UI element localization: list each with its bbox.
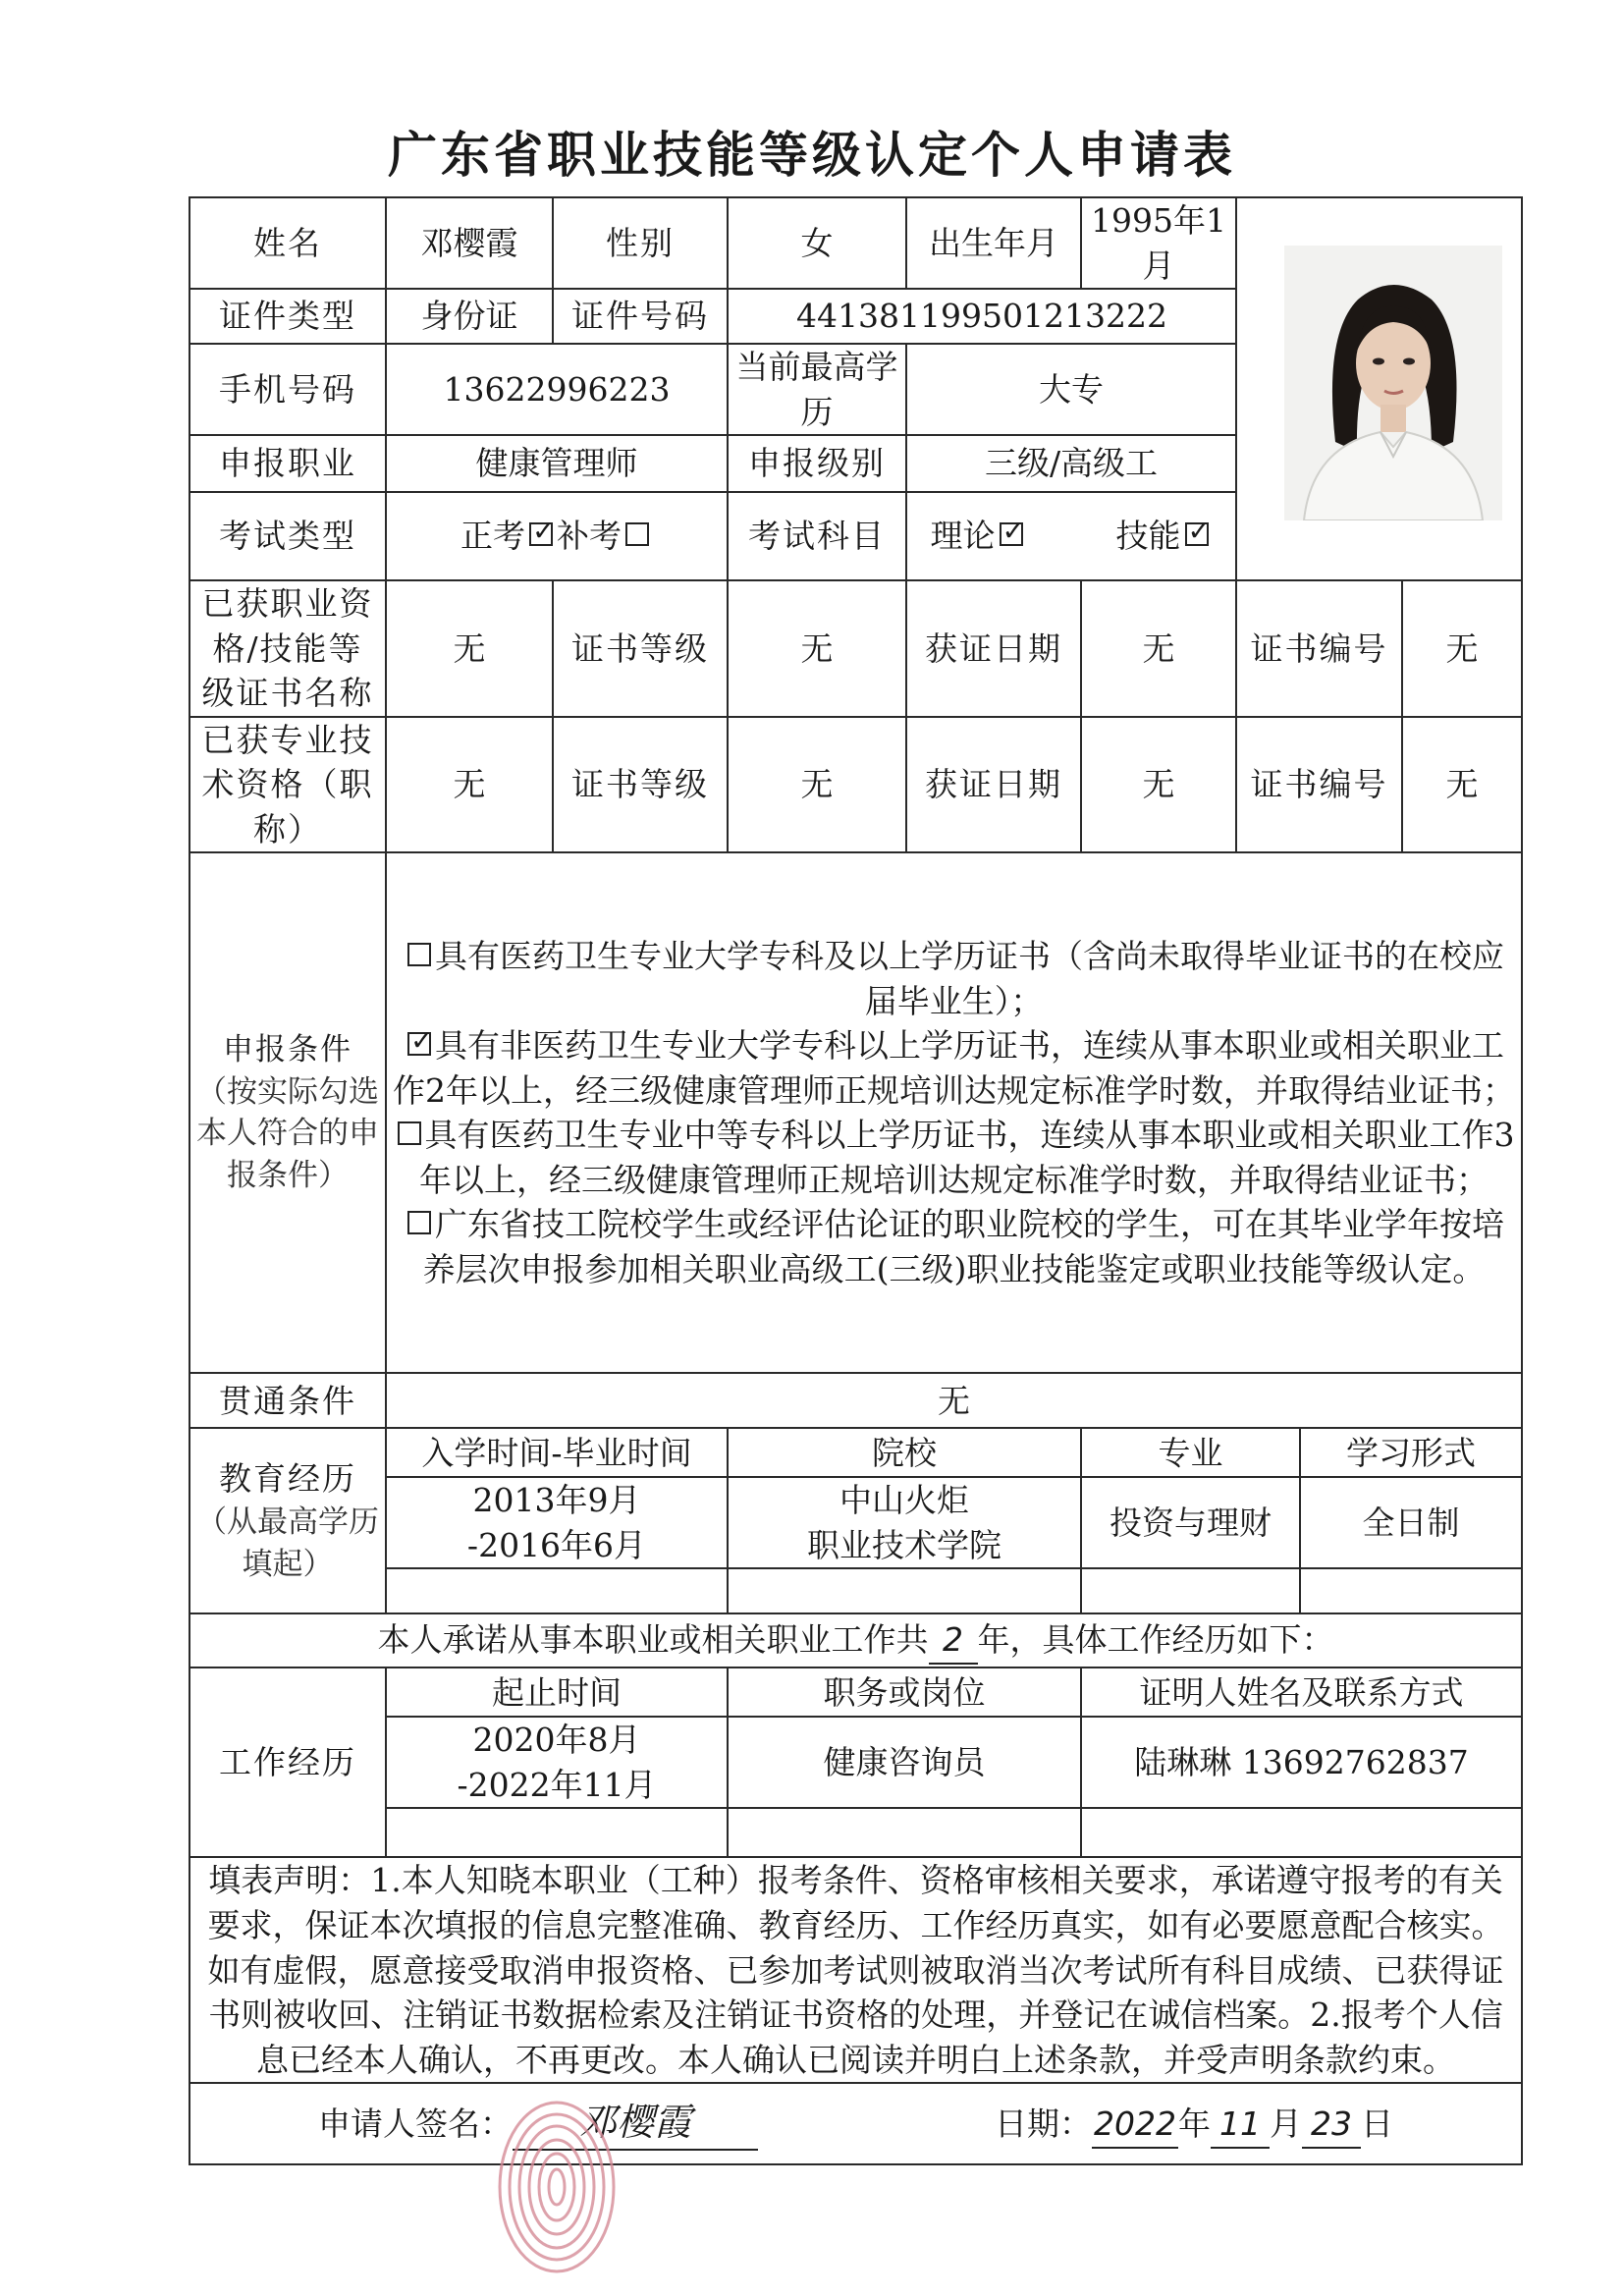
education-label: 当前最高学历 [728, 344, 906, 435]
voc-cert-no[interactable]: 无 [1402, 580, 1522, 717]
id-number-value[interactable]: 441381199501213222 [728, 289, 1236, 344]
exam-subject-options [906, 492, 1236, 580]
id-type-value[interactable]: 身份证 [386, 289, 553, 344]
id-number-label: 证件号码 [553, 289, 728, 344]
edu-history-title: 教育经历 [219, 1459, 356, 1499]
date-year[interactable]: 2022 [1092, 2102, 1178, 2149]
table-row [189, 1568, 1522, 1613]
condition-2-text: 具有非医药卫生专业大学专科以上学历证书，连续从事本职业或相关职业工作2年以上，经三级健康管理师正规培训达规定标准学时数，并取得结业证书； [393, 1026, 1516, 1110]
table-row [189, 1808, 1522, 1857]
work-period[interactable] [386, 1717, 728, 1808]
signature-field[interactable]: 邓樱霞 [513, 2097, 758, 2150]
makeup-exam-checkbox[interactable] [625, 522, 649, 546]
gender-label: 性别 [553, 197, 728, 289]
edu-history-note: （从最高学历填起） [196, 1503, 379, 1582]
work-history-label: 工作经历 [189, 1667, 386, 1857]
work-reference[interactable]: 陆琳琳 13692762837 [1081, 1717, 1522, 1808]
skill-label: 技能 [1115, 517, 1181, 556]
date-label: 日期： [995, 2105, 1093, 2144]
edu-school[interactable] [728, 1477, 1081, 1568]
pro-cert-date-label: 获证日期 [906, 717, 1081, 853]
edu-mode-empty[interactable] [1300, 1568, 1522, 1613]
skill-checkbox[interactable] [1185, 522, 1209, 546]
work-period-end: -2022年11月 [457, 1765, 657, 1804]
edu-period-start: 2013年9月 [472, 1481, 641, 1520]
portrait-image [1284, 246, 1502, 520]
name-label: 姓名 [189, 197, 386, 289]
condition-1-text: 具有医药卫生专业大学专科及以上学历证书（含尚未取得毕业证书的在校应届毕业生）； [435, 937, 1505, 1020]
table-row [189, 1717, 1522, 1808]
condition-item [393, 1023, 1515, 1113]
conditions-note: （按实际勾选本人符合的申报条件） [196, 1073, 379, 1194]
edu-major[interactable]: 投资与理财 [1081, 1477, 1300, 1568]
work-commitment [189, 1613, 1522, 1667]
commitment-years[interactable]: 2 [929, 1617, 978, 1665]
condition-1-checkbox[interactable] [407, 943, 431, 966]
theory-checkbox[interactable] [1000, 522, 1023, 546]
edu-school-line2: 职业技术学院 [807, 1525, 1001, 1564]
conditions-list [386, 852, 1522, 1373]
voc-cert-grade[interactable]: 无 [728, 580, 906, 717]
condition-2-checkbox[interactable] [407, 1032, 431, 1056]
voc-cert-grade-label: 证书等级 [553, 580, 728, 717]
edu-school-line1: 中山火炬 [839, 1481, 969, 1520]
voc-cert-name[interactable]: 无 [386, 580, 553, 717]
day-unit: 日 [1361, 2105, 1394, 2144]
through-label: 贯通条件 [189, 1373, 386, 1428]
education-value[interactable]: 大专 [906, 344, 1236, 435]
edu-major-empty[interactable] [1081, 1568, 1300, 1613]
work-header-reference: 证明人姓名及联系方式 [1081, 1667, 1522, 1717]
condition-4-checkbox[interactable] [407, 1211, 431, 1234]
voc-cert-date-label: 获证日期 [906, 580, 1081, 717]
date-day[interactable]: 23 [1302, 2102, 1361, 2149]
occupation-value[interactable]: 健康管理师 [386, 435, 728, 492]
gender-value[interactable]: 女 [728, 197, 906, 289]
makeup-exam-label: 补考 [557, 517, 622, 556]
through-value[interactable]: 无 [386, 1373, 1522, 1428]
work-position-empty[interactable] [728, 1808, 1081, 1857]
signature-row [189, 2083, 1522, 2164]
formal-exam-checkbox[interactable] [529, 522, 553, 546]
fingerprint-seal [493, 2097, 621, 2278]
voc-cert-label: 已获职业资格/技能等级证书名称 [189, 580, 386, 717]
voc-cert-date[interactable]: 无 [1081, 580, 1236, 717]
month-unit: 月 [1270, 2105, 1303, 2144]
name-value[interactable]: 邓樱霞 [386, 197, 553, 289]
pro-cert-label: 已获专业技术资格（职称） [189, 717, 386, 853]
work-reference-empty[interactable] [1081, 1808, 1522, 1857]
voc-cert-no-label: 证书编号 [1236, 580, 1402, 717]
edu-header-mode: 学习形式 [1300, 1428, 1522, 1477]
occupation-label: 申报职业 [189, 435, 386, 492]
commitment-prefix: 本人承诺从事本职业或相关职业工作共 [377, 1620, 929, 1660]
phone-label: 手机号码 [189, 344, 386, 435]
pro-cert-date[interactable]: 无 [1081, 717, 1236, 853]
id-type-label: 证件类型 [189, 289, 386, 344]
applicant-photo [1284, 246, 1502, 520]
declaration: 填表声明：1.本人知晓本职业（工种）报考条件、资格审核相关要求，承诺遵守报考的有关要求，保证本次填报的信息完整准确、教育经历、工作经历真实，如有必要愿意配合核实。如有虚假，愿意接受取消申报资格、已参加考试则被取消当次考试所有科目成绩、已获得证书则被收回、注销证书数据检索及注销证书资格的处理，并登记在诚信档案。2.报考个人信息已经本人确认，不再更改。本人确认已阅读并明白上述条款，并受声明条款约束。 [189, 1857, 1522, 2083]
edu-mode[interactable]: 全日制 [1300, 1477, 1522, 1568]
condition-item [393, 1202, 1515, 1291]
edu-period-end: -2016年6月 [466, 1525, 647, 1564]
edu-header-school: 院校 [728, 1428, 1081, 1477]
condition-item [393, 1113, 1515, 1202]
work-header-period: 起止时间 [386, 1667, 728, 1717]
level-label: 申报级别 [728, 435, 906, 492]
phone-value[interactable]: 13622996223 [386, 344, 728, 435]
work-period-start: 2020年8月 [472, 1721, 641, 1760]
edu-header-period: 入学时间-毕业时间 [386, 1428, 728, 1477]
level-value[interactable]: 三级/高级工 [906, 435, 1236, 492]
edu-header-major: 专业 [1081, 1428, 1300, 1477]
conditions-label-cell [189, 852, 386, 1373]
pro-cert-no-label: 证书编号 [1236, 717, 1402, 853]
condition-3-checkbox[interactable] [398, 1121, 421, 1145]
edu-history-label-cell [189, 1428, 386, 1613]
birth-value[interactable]: 1995年1月 [1081, 197, 1236, 289]
commitment-suffix: 年，具体工作经历如下： [977, 1620, 1334, 1660]
work-period-empty[interactable] [386, 1808, 728, 1857]
signature-label: 申请人签名： [318, 2105, 514, 2144]
exam-type-options [386, 492, 728, 580]
exam-subject-label: 考试科目 [728, 492, 906, 580]
pro-cert-name[interactable]: 无 [386, 717, 553, 853]
edu-period[interactable] [386, 1477, 728, 1568]
edu-period-empty[interactable] [386, 1568, 728, 1613]
condition-3-text: 具有医药卫生专业中等专科以上学历证书，连续从事本职业或相关职业工作3年以上，经三级健康管理师正规培训达规定标准学时数，并取得结业证书； [419, 1116, 1515, 1199]
work-header-position: 职务或岗位 [728, 1667, 1081, 1717]
date-month[interactable]: 11 [1211, 2102, 1270, 2149]
pro-cert-grade-label: 证书等级 [553, 717, 728, 853]
exam-type-label: 考试类型 [189, 492, 386, 580]
pro-cert-no[interactable]: 无 [1402, 717, 1522, 853]
table-row [189, 1477, 1522, 1568]
condition-4-text: 广东省技工院校学生或经评估论证的职业院校的学生，可在其毕业学年按培养层次申报参加相关职业高级工(三级)职业技能鉴定或职业技能等级认定。 [422, 1205, 1505, 1288]
edu-school-empty[interactable] [728, 1568, 1081, 1613]
condition-item [393, 934, 1515, 1023]
formal-exam-label: 正考 [460, 517, 525, 556]
work-position[interactable]: 健康咨询员 [728, 1717, 1081, 1808]
theory-label: 理论 [930, 517, 996, 556]
pro-cert-grade[interactable]: 无 [728, 717, 906, 853]
conditions-title: 申报条件 [223, 1031, 352, 1067]
birth-label: 出生年月 [906, 197, 1081, 289]
year-unit: 年 [1178, 2105, 1212, 2144]
form-title: 广东省职业技能等级认定个人申请表 [388, 126, 1236, 184]
